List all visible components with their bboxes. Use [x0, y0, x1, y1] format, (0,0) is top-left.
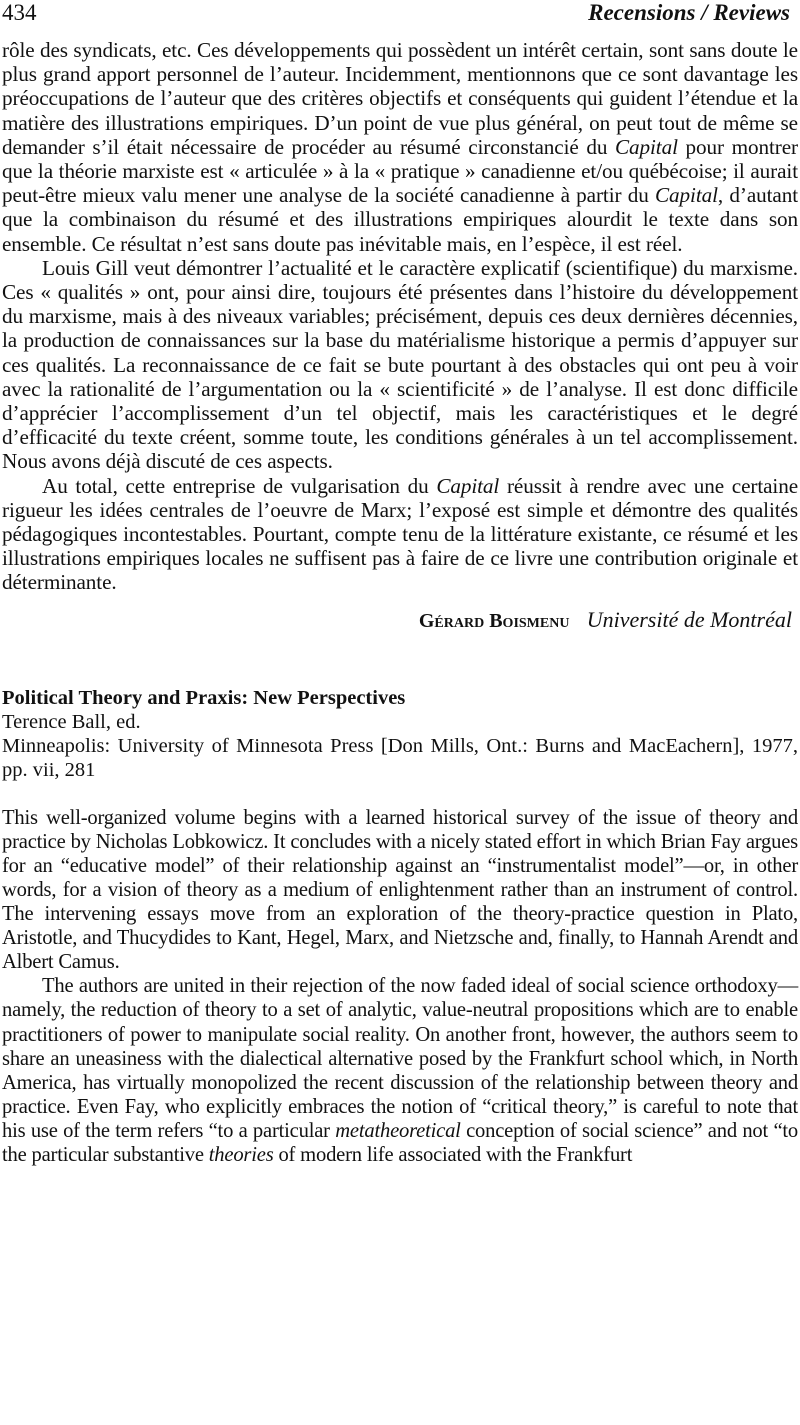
- text: réussit à rendre avec une certaine rigueur les idées centrales de l’oeuvre de Marx; l’exposé est simple et démontre des qualités pédagogiques incontestables. Pourtant, compte tenu de la littérature existante, ce résumé et les illustrations empiriques locales ne suffisent pas à faire de ce livre une contribution originale et déterminante.: [2, 473, 799, 595]
- page-number: 434: [2, 0, 37, 25]
- paragraph-3: [2, 474, 798, 595]
- text: of modern life associated with the Frankfurt: [273, 1143, 633, 1166]
- italic-title: Capital: [655, 183, 718, 208]
- book-citation: [2, 686, 798, 782]
- reviewer-affiliation: Université de Montréal: [586, 606, 792, 632]
- text: conception of social science” and not “to the particular substantive: [2, 1119, 798, 1166]
- book-publisher: Minneapolis: University of Minnesota Press [Don Mills, Ont.: Burns and MacEachern], 1977, pp. vii, 281: [2, 734, 798, 781]
- page-header: [2, 0, 798, 38]
- running-head: Recensions / Reviews: [588, 0, 790, 25]
- book-editor: Terence Ball, ed.: [2, 710, 141, 733]
- book-title: Political Theory and Praxis: New Perspectives: [2, 686, 406, 709]
- review-paragraph-2: [2, 974, 798, 1167]
- italic-title: Capital: [614, 134, 678, 159]
- paragraph-1: [2, 38, 798, 256]
- reviewer-signature: [2, 607, 792, 633]
- italic-term: theories: [208, 1143, 274, 1166]
- italic-term: metatheoretical: [335, 1119, 461, 1142]
- paragraph-2: Louis Gill veut démontrer l’actualité et le caractère explicatif (scientifique) du marxisme. Ces « qualités » ont, pour ainsi dire, toujours été présentes dans l’histoire du développement du marxisme, mais à des niveaux variables; précisément, depuis ces deux dernières décennies, la production de connaissances sur la base du matérialisme historique a permis d’appuyer sur ces qualités. La reconnaissance de ce fait se bute pourtant à des obstacles qui ont peu à voir avec la rationalité de l’argumentation ou la « scientificité » de l’analyse. Il est donc difficile d’apprécier l’accomplissement d’un tel objectif, mais les caractéristiques et le degré d’efficacité du texte créent, somme toute, les conditions générales à un tel accomplissement. Nous avons déjà discuté de ces aspects.: [2, 255, 798, 474]
- text: The authors are united in their rejection of the now faded ideal of social science orthodoxy—namely, the reduction of theory to a set of analytic, value-neutral propositions which are to enable practitioners of power to manipulate social reality. On another front, however, the authors seem to share an uneasiness with the dialectical alternative posed by the Frankfurt school which, in North America, has virtually monopolized the recent discussion of the relationship between theory and practice. Even Fay, who explicitly embraces the notion of “critical theory,” is careful to note that his use of the term refers “to a particular: [2, 975, 798, 1142]
- reviewer-name: Gérard Boismenu: [418, 609, 570, 632]
- french-review: [2, 38, 798, 595]
- text: Au total, cette entreprise de vulgarisation du: [42, 473, 437, 498]
- text: pour montrer que la théorie marxiste est « articulée » à la « pratique » canadienne et/ou québécoise; il aurait peut-être mieux valu mener une analyse de la société canadienne à partir du: [2, 134, 798, 208]
- text: rôle des syndicats, etc. Ces développements qui possèdent un intérêt certain, sont sans doute le plus grand apport personnel de l’auteur. Incidemment, mentionnons que ce sont davantage les préoccupations de l’auteur que des critères objectifs et conséquents qui guident l’étendue et la matière des illustrations empiriques. D’un point de vue plus général, on peut tout de même se demander s’il était nécessaire de procéder au résumé circonstancié du: [2, 38, 798, 159]
- italic-title: Capital: [436, 473, 500, 498]
- text: , d’autant que la combinaison du résumé et des illustrations empiriques alourdit le texte dans son ensemble. Ce résultat n’est sans doute pas inévitable mais, en l’espèce, il est réel.: [2, 183, 798, 256]
- english-review: [2, 806, 798, 1167]
- review-paragraph-1: This well-organized volume begins with a learned historical survey of the issue of theory and practice by Nicholas Lobkowicz. It concludes with a nicely stated effort in which Brian Fay argues for an “educative model” of their relationship against an “instrumentalist model”—or, in other words, for a vision of theory as a medium of enlightenment rather than an instrument of control. The intervening essays move from an exploration of the theory-practice question in Plato, Aristotle, and Thucydides to Kant, Hegel, Marx, and Nietzsche and, finally, to Hannah Arendt and Albert Camus.: [2, 806, 798, 974]
